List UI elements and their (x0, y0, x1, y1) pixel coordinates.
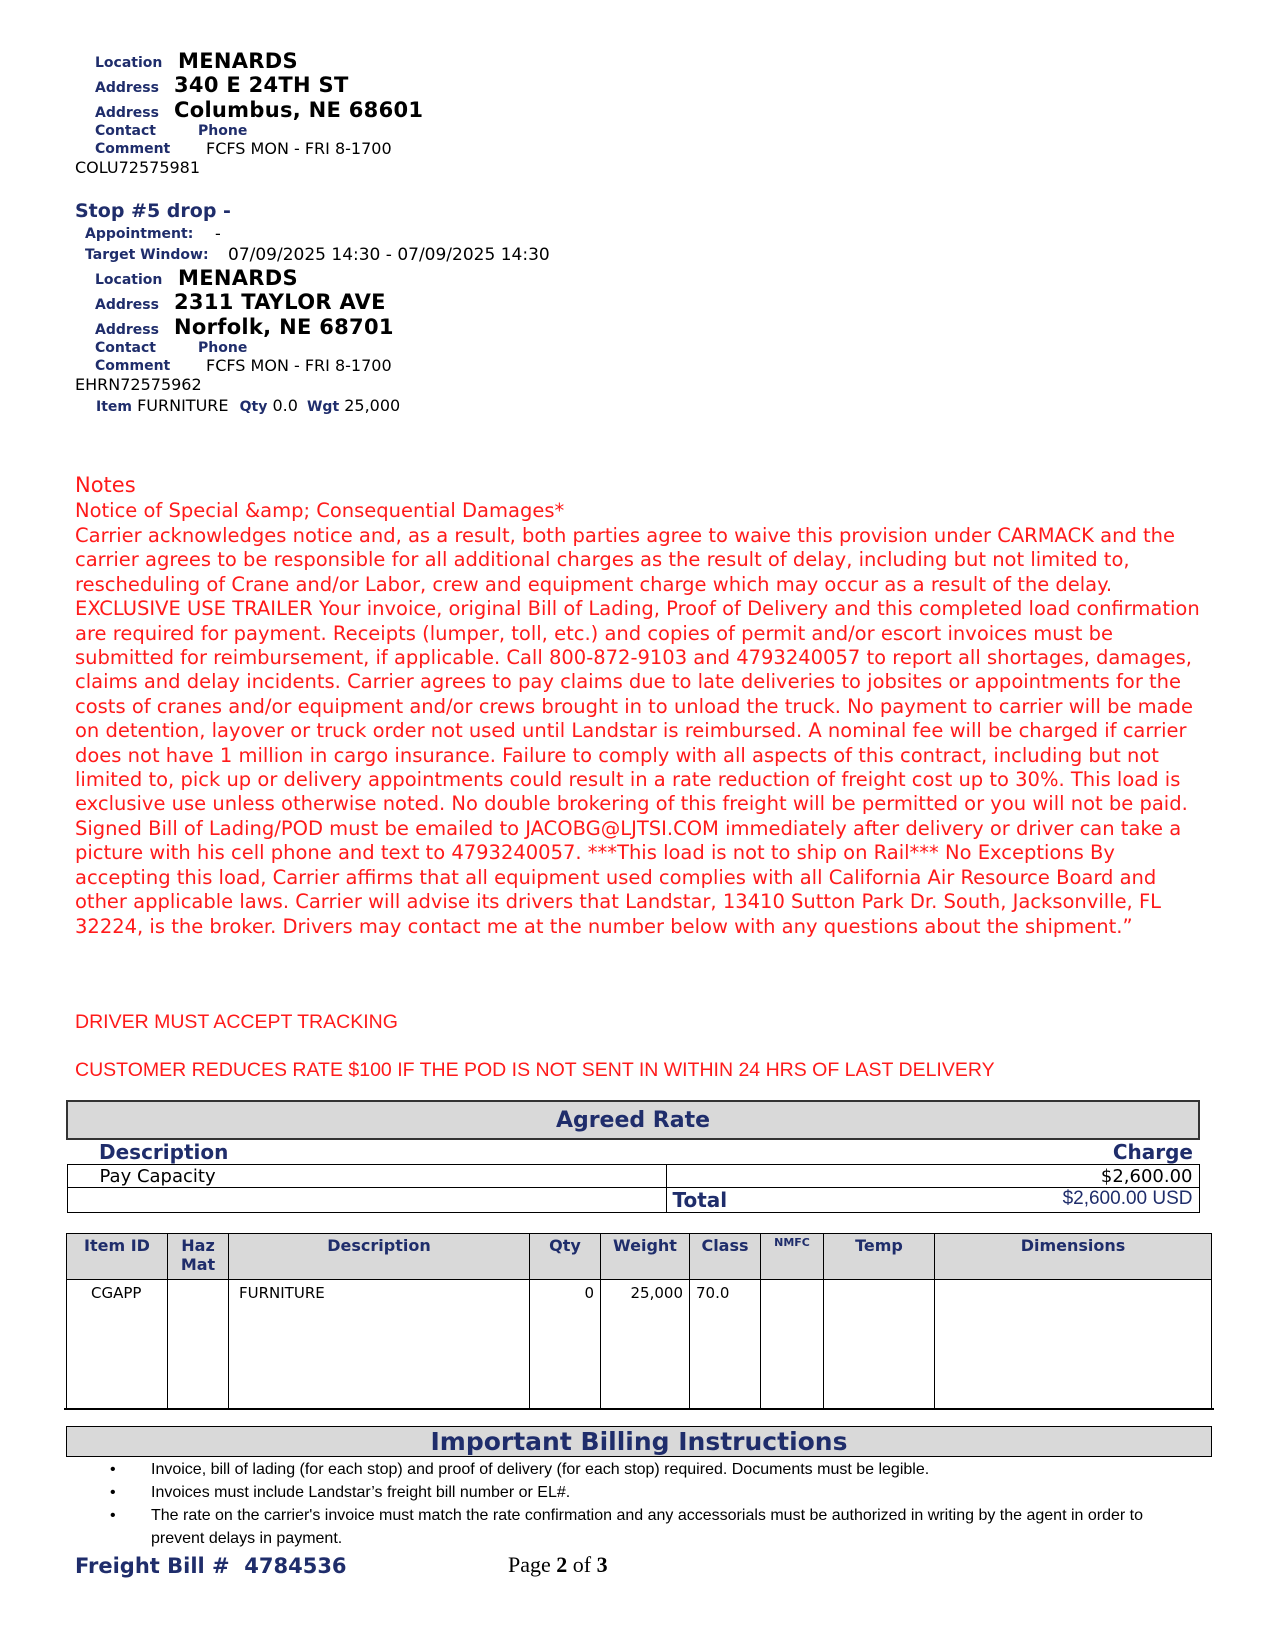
bullet-icon: • (110, 1507, 116, 1524)
col-dimensions: Dimensions (935, 1234, 1212, 1280)
location-value: MENARDS (178, 266, 298, 290)
address-line2: Norfolk, NE 68701 (174, 315, 394, 339)
item-value: FURNITURE (137, 396, 229, 415)
cell-class: 70.0 (690, 1280, 761, 1410)
contact-label: Contact (95, 123, 156, 139)
item-line (96, 396, 400, 415)
address-label-2: Address (95, 105, 159, 121)
cell-temp (824, 1280, 935, 1410)
cell-description: FURNITURE (229, 1280, 530, 1410)
comment-value: FCFS MON - FRI 8-1700 (206, 356, 392, 375)
comment-label: Comment (95, 141, 171, 157)
contact-label: Contact (95, 340, 156, 356)
description-header: Description (67, 1139, 666, 1165)
page-indicator (508, 1552, 608, 1578)
cell-qty: 0 (530, 1280, 601, 1410)
freight-bill-value: 4784536 (244, 1554, 347, 1578)
address-label: Address (95, 297, 159, 313)
col-qty: Qty (530, 1234, 601, 1280)
agreed-rate-title: Agreed Rate (67, 1101, 1199, 1139)
target-window-value: 07/09/2025 14:30 - 07/09/2025 14:30 (228, 245, 550, 265)
notes-body: Carrier acknowledges notice and, as a result, both parties agree to waive this provision under CARMACK and the carrier agrees to be responsible for all additional charges as the result of delay, including but not limited to, rescheduling of Crane and/or Labor, crew and equipment charge which may occur as a result of the delay. EXCLUSIVE USE TRAILER Your invoice, original Bill of Lading, Proof of Delivery and this completed load confirmation are required for payment. Receipts (lumper, toll, etc.) and copies of permit and/or escort invoices must be submitted for reimbursement, if applicable. Call 800-872-9103 and 4793240057 to report all shortages, damages, claims and delay incidents. Carrier agrees to pay claims due to late deliveries to jobsites or appointments for the costs of cranes and/or equipment and/or crews brought in to unload the truck. No payment to carrier will be made on detention, layover or truck order not used until Landstar is reimbursed. A nominal fee will be charged if carrier does not have 1 million in cargo insurance. Failure to comply with all aspects of this contract, including but not limited to, pick up or delivery appointments could result in a rate reduction of freight cost up to 30%. This load is exclusive use unless otherwise noted. No double brokering of this freight will be permitted or you will not be paid. Signed Bill of Lading/POD must be emailed to JACOBG@LJTSI.COM immediately after delivery or driver can take a picture with his cell phone and text to 4793240057. ***This load is not to ship on Rail*** No Exceptions By accepting this load, Carrier affirms that all equipment used complies with all California Air Resource Board and other applicable laws. Carrier will advise its drivers that Landstar, 13410 Sutton Park Dr. South, Jacksonville, FL 32224, is the broker. Drivers may contact me at the number below with any questions about the shipment.” (75, 524, 1200, 938)
table-row (67, 1280, 1212, 1410)
comment-value: FCFS MON - FRI 8-1700 (206, 139, 392, 158)
phone-label: Phone (198, 340, 248, 356)
bullet-text: Invoices must include Landstar’s freight bill number or EL#. (151, 1484, 571, 1501)
total-label: Total (672, 1188, 728, 1212)
table-divider (64, 1408, 1214, 1410)
col-temp: Temp (824, 1234, 935, 1280)
notes-heading: Notes (75, 473, 136, 497)
notes-subheading: Notice of Special &amp; Consequential Damages* (75, 499, 565, 522)
rate-row-description: Pay Capacity (67, 1165, 666, 1188)
comment-label: Comment (95, 358, 171, 374)
col-description: Description (229, 1234, 530, 1280)
col-nmfc: NMFC (761, 1234, 824, 1280)
cell-nmfc (761, 1280, 824, 1410)
list-item (110, 1481, 1170, 1504)
stop-reference: EHRN72575962 (75, 375, 202, 394)
billing-instructions-list (110, 1458, 1170, 1550)
page-number: 2 (556, 1552, 568, 1577)
freight-bill-number (75, 1554, 347, 1578)
phone-label: Phone (198, 123, 248, 139)
address-label: Address (95, 80, 159, 96)
bullet-icon: • (110, 1484, 116, 1501)
col-class: Class (690, 1234, 761, 1280)
cell-weight: 25,000 (601, 1280, 690, 1410)
wgt-value: 25,000 (344, 396, 401, 415)
appointment-value: - (215, 224, 221, 243)
bullet-icon: • (110, 1461, 116, 1478)
col-weight: Weight (601, 1234, 690, 1280)
pod-rate-note: CUSTOMER REDUCES RATE $100 IF THE POD IS NOT SENT IN WITHIN 24 HRS OF LAST DELIVERY (75, 1059, 995, 1081)
appointment-label: Appointment: (85, 226, 194, 242)
total-cell (666, 1188, 1199, 1213)
total-value: $2,600.00 USD (1062, 1188, 1193, 1209)
of-word: of (572, 1552, 592, 1577)
cell-dimensions (935, 1280, 1212, 1410)
address-label-2: Address (95, 322, 159, 338)
qty-label: Qty (239, 399, 268, 415)
item-label: Item (96, 399, 132, 415)
col-item-id: Item ID (67, 1234, 168, 1280)
location-value: MENARDS (178, 49, 298, 73)
agreed-rate-table (66, 1100, 1200, 1213)
location-label: Location (95, 272, 163, 288)
bullet-text: The rate on the carrier's invoice must match the rate confirmation and any accessorials must be authorized in writing by the agent in order to prevent delays in payment. (151, 1507, 1143, 1547)
address-line2: Columbus, NE 68601 (174, 98, 424, 122)
bullet-text: Invoice, bill of lading (for each stop) and proof of delivery (for each stop) required. Documents must be legible. (151, 1461, 930, 1478)
billing-instructions-title: Important Billing Instructions (66, 1426, 1212, 1457)
driver-tracking-note: DRIVER MUST ACCEPT TRACKING (75, 1011, 398, 1033)
cell-item-id: CGAPP (67, 1280, 168, 1410)
list-item (110, 1504, 1170, 1550)
stop-reference: COLU72575981 (75, 158, 201, 177)
freight-bill-label: Freight Bill # (75, 1554, 230, 1578)
qty-value: 0.0 (272, 396, 298, 415)
charge-header: Charge (666, 1139, 1199, 1165)
stop-5-title: Stop #5 drop - (75, 200, 231, 222)
col-haz-mat: Haz Mat (168, 1234, 229, 1280)
total-spacer (67, 1188, 666, 1213)
list-item (110, 1458, 1170, 1481)
wgt-label: Wgt (306, 399, 340, 415)
target-window-label: Target Window: (85, 247, 209, 263)
location-label: Location (95, 55, 163, 71)
rate-row-charge: $2,600.00 (666, 1165, 1199, 1188)
page-count: 3 (596, 1552, 608, 1577)
cell-haz-mat (168, 1280, 229, 1410)
items-table (66, 1233, 1212, 1410)
address-line1: 2311 TAYLOR AVE (174, 290, 386, 314)
address-line1: 340 E 24TH ST (174, 73, 349, 97)
page-word: Page (508, 1552, 551, 1577)
